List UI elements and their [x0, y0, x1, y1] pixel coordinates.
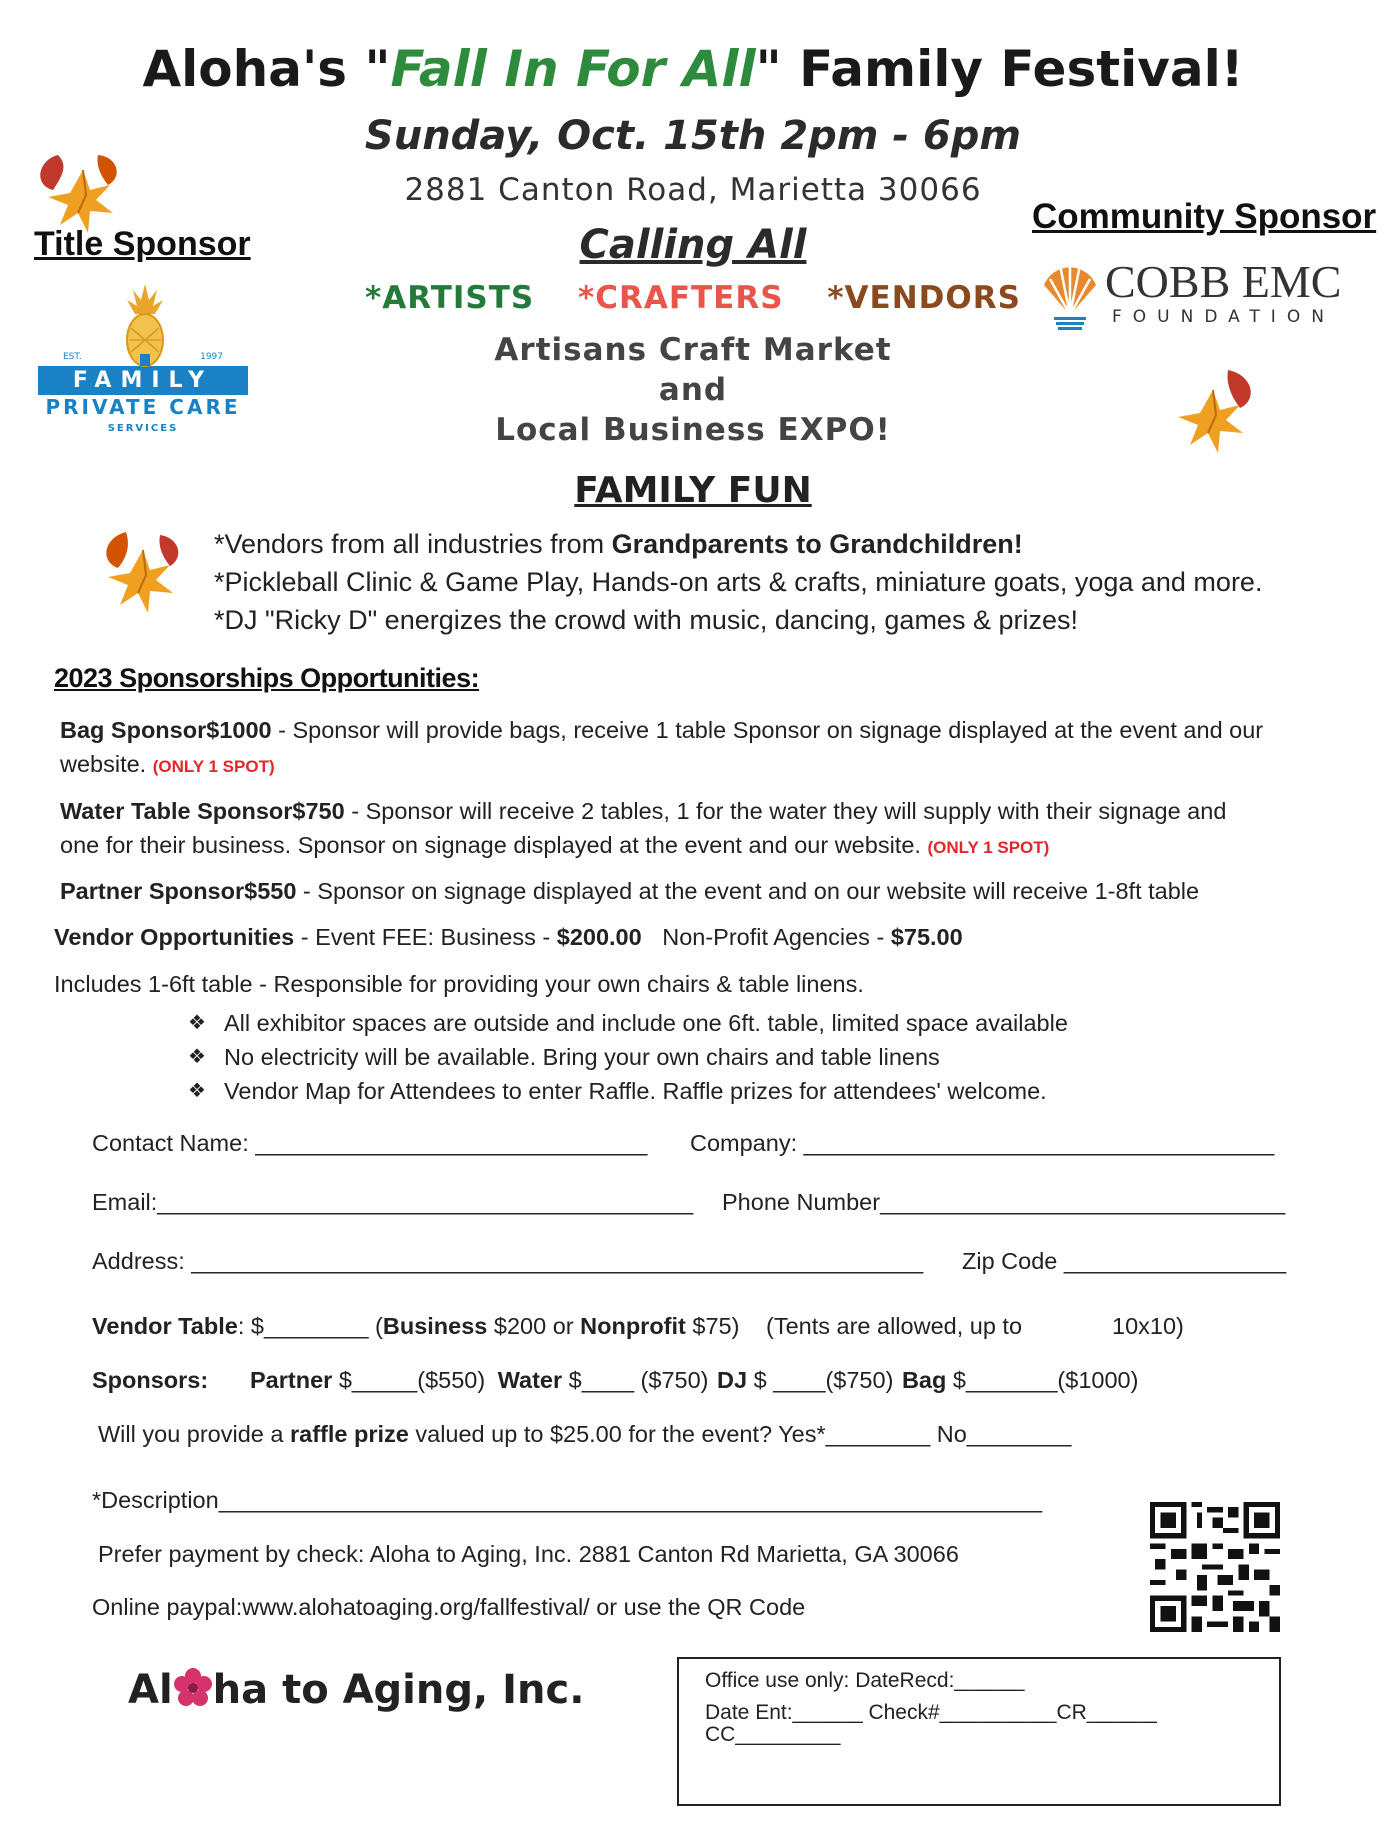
title-fall: Fall In For All [390, 40, 756, 98]
fpc-services: SERVICES [107, 423, 179, 434]
market-line-1: Artisans Craft Market [494, 332, 892, 368]
water-blank[interactable]: $____ ($750) [562, 1367, 709, 1393]
vendor-table-label: Vendor Table [92, 1313, 238, 1339]
raffle-post[interactable]: valued up to $25.00 for the event? Yes*________ No________ [408, 1421, 1072, 1447]
email-field[interactable]: Email:_________________________________________ [92, 1189, 694, 1215]
note-text: All exhibitor spaces are outside and include one 6ft. table, limited space available [224, 1010, 1068, 1036]
water-sponsor-text-2: one for their business. Sponsor on signage displayed at the event and our website. [60, 832, 928, 858]
artists-label: *ARTISTS [365, 280, 535, 316]
autumn-leaf-icon [88, 520, 198, 630]
bag-sponsor-text-2: website. [60, 751, 153, 777]
tents-note: (Tents are allowed, up to [766, 1313, 1023, 1339]
market-line-3: Local Business EXPO! [495, 412, 891, 448]
vendor-business-fee: $200.00 [556, 924, 642, 950]
diamond-bullet-icon: ❖ [188, 1080, 206, 1102]
vendor-table-blank: : $________ ( [237, 1313, 383, 1339]
water-sponsor-paragraph [60, 794, 1226, 865]
calling-all-heading: Calling All [579, 222, 807, 268]
shell-icon [1040, 255, 1100, 333]
vendor-fee-text: - Event FEE: Business - [294, 924, 557, 950]
raffle-emphasis: raffle prize [290, 1421, 409, 1447]
partner-label: Partner [250, 1367, 333, 1393]
zip-field[interactable]: Zip Code _________________ [962, 1248, 1287, 1274]
note-text: Vendor Map for Attendees to enter Raffle. Raffle prizes for attendees' welcome. [224, 1078, 1047, 1104]
sponsor-options[interactable] [250, 1367, 1138, 1394]
sponsorships-heading: 2023 Sponsorships Opportunities: [54, 663, 480, 693]
list-item: *Pickleball Clinic & Game Play, Hands-on arts & crafts, miniature goats, yoga and more. [214, 567, 1263, 597]
vendors-label: *VENDORS [827, 280, 1021, 316]
office-line-1: Office use only: DateRecd:______ [705, 1669, 1025, 1692]
list-item [188, 1006, 1068, 1040]
family-private-care-logo [38, 282, 248, 452]
cobb-emc-logo [1040, 255, 1360, 335]
vendor-opportunities-label: Vendor Opportunities [54, 924, 295, 950]
address-field[interactable]: Address: ________________________________________________________ [92, 1248, 924, 1274]
market-line-2: and [658, 372, 728, 408]
bag-sponsor-label: Bag Sponsor$1000 [60, 717, 272, 743]
title-pre: Aloha's " [142, 40, 391, 98]
fpc-year: 1997 [200, 352, 223, 362]
cobb-name: COBB EMC [1105, 256, 1342, 307]
payment-check-text: Prefer payment by check: Aloha to Aging, Inc. 2881 Canton Rd Marietta, GA 30066 [98, 1541, 959, 1567]
list-item [188, 1074, 1068, 1108]
raffle-question[interactable] [98, 1421, 1071, 1448]
crafters-label: *CRAFTERS [578, 280, 784, 316]
vendor-np-fee: $75.00 [890, 924, 963, 950]
fun-bullet-1: *Vendors from all industries from [214, 529, 612, 559]
office-line-3: CC_________ [705, 1723, 841, 1746]
office-use-box [677, 1657, 1281, 1806]
bag-sponsor-text: - Sponsor will provide bags, receive 1 table Sponsor on signage displayed at the event and our [271, 717, 1264, 743]
partner-sponsor-text: - Sponsor on signage displayed at the event and on our website will receive 1-8ft table [296, 878, 1200, 904]
vendor-table-field[interactable] [92, 1313, 739, 1340]
vendor-table-nonprofit: Nonprofit [580, 1313, 686, 1339]
aloha-logo-pre: Al [128, 1667, 173, 1713]
description-field[interactable]: *Description_______________________________________________________________ [92, 1487, 1043, 1513]
autumn-leaf-icon [1168, 360, 1278, 470]
page-title [0, 40, 1386, 98]
contact-name-field[interactable]: Contact Name: ______________________________ [92, 1130, 648, 1156]
family-fun-heading: FAMILY FUN [574, 470, 812, 511]
payment-online-text: Online paypal:www.alohatoaging.org/fallfestival/ or use the QR Code [92, 1594, 806, 1620]
list-item [188, 1040, 1068, 1074]
water-sponsor-text: - Sponsor will receive 2 tables, 1 for the water they will supply with their signage and [344, 798, 1227, 824]
event-address: 2881 Canton Road, Marietta 30066 [404, 172, 982, 208]
qr-code-icon[interactable] [1150, 1502, 1280, 1632]
tents-size: 10x10) [1112, 1313, 1184, 1339]
aloha-to-aging-logo [128, 1667, 584, 1713]
hibiscus-flower-icon [173, 1667, 213, 1707]
bag-sponsor-note: (ONLY 1 SPOT) [152, 757, 275, 776]
aloha-logo-post: ha to Aging, Inc. [212, 1667, 585, 1713]
office-line-2: Date Ent:______ Check#__________CR______ [705, 1701, 1157, 1724]
vendor-opportunities [54, 920, 963, 954]
family-fun-list [214, 525, 1262, 639]
fun-bullet-1-emphasis: Grandparents to Grandchildren! [611, 529, 1023, 559]
vendor-table-business: Business [382, 1313, 488, 1339]
pineapple-icon [123, 282, 167, 370]
title-sponsor-label: Title Sponsor [34, 225, 251, 263]
sponsors-label [92, 1367, 208, 1394]
water-sponsor-note: (ONLY 1 SPOT) [927, 838, 1050, 857]
bag-sponsor-paragraph [60, 713, 1263, 784]
fpc-family: FAMILY [38, 366, 248, 395]
list-item [214, 525, 1262, 563]
title-post: " Family Festival! [755, 40, 1244, 98]
vendor-table-mid: $200 or [487, 1313, 581, 1339]
sponsors-label-text: Sponsors: [92, 1367, 209, 1393]
dj-label: DJ [717, 1367, 748, 1393]
list-item: *DJ "Ricky D" energizes the crowd with music, dancing, games & prizes! [214, 605, 1078, 635]
fpc-est: EST. [63, 352, 82, 362]
bag-label: Bag [901, 1367, 947, 1393]
includes-text: Includes 1-6ft table - Responsible for providing your own chairs & table linens. [54, 971, 864, 997]
partner-sponsor-label: Partner Sponsor$550 [60, 878, 297, 904]
raffle-pre: Will you provide a [98, 1421, 290, 1447]
fpc-care: PRIVATE CARE [45, 395, 241, 419]
event-date: Sunday, Oct. 15th 2pm - 6pm [364, 113, 1022, 159]
vendor-notes-list [188, 1006, 1068, 1108]
partner-sponsor-paragraph [60, 874, 1199, 908]
vendor-np-text: Non-Profit Agencies - [662, 924, 891, 950]
water-sponsor-label: Water Table Sponsor$750 [60, 798, 345, 824]
dj-blank[interactable]: $ ____($750) [747, 1367, 894, 1393]
phone-field[interactable]: Phone Number_______________________________ [722, 1189, 1286, 1215]
vendor-table-end: $75) [685, 1313, 740, 1339]
note-text: No electricity will be available. Bring your own chairs and table linens [224, 1044, 940, 1070]
diamond-bullet-icon: ❖ [188, 1012, 206, 1034]
cobb-foundation: FOUNDATION [1112, 307, 1335, 327]
diamond-bullet-icon: ❖ [188, 1046, 206, 1068]
bag-blank[interactable]: $_______($1000) [946, 1367, 1139, 1393]
community-sponsor-label: Community Sponsor [1032, 197, 1377, 236]
water-label: Water [497, 1367, 563, 1393]
company-field[interactable]: Company: ____________________________________ [690, 1130, 1275, 1156]
partner-blank[interactable]: $_____($550) [332, 1367, 486, 1393]
